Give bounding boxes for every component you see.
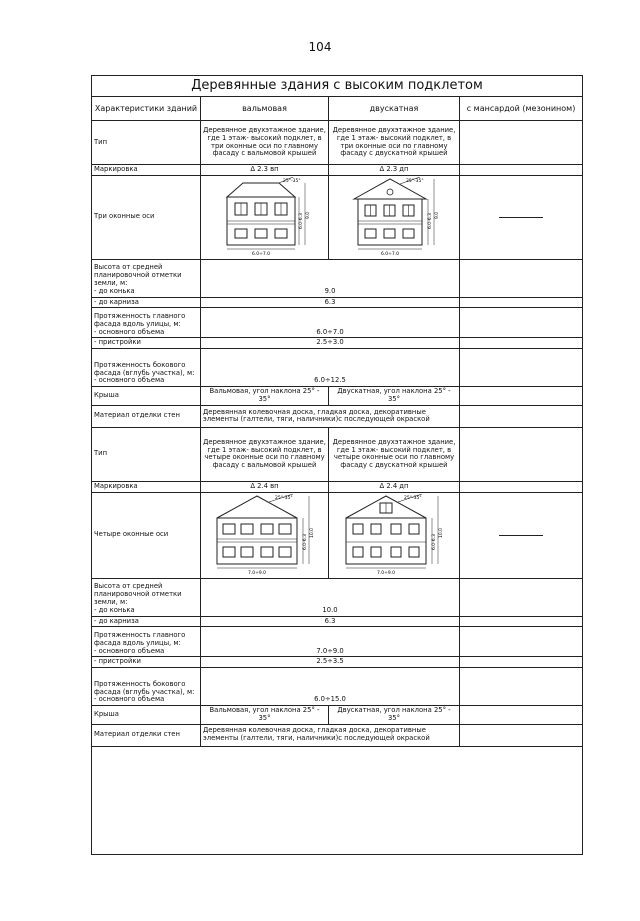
b2-type-mansard	[460, 427, 583, 481]
b1-type-mansard	[460, 121, 583, 165]
b1-roof-row	[92, 387, 583, 406]
b2-ext-mansard	[460, 657, 583, 668]
b2-hip-height-ridge: 10.0	[309, 527, 315, 538]
b2-ridge-mansard	[460, 578, 583, 616]
b1-eaves-mansard	[460, 297, 583, 308]
b2-marking-row	[92, 481, 583, 492]
b1-material-value: Деревянная колевочная доска, гладкая доска, декоративные элементы (галтели, тяги, наличники)с последующей окраской	[201, 405, 460, 427]
b1-material-label: Материал отделки стен	[92, 405, 201, 427]
b1-front-label-cell	[92, 308, 201, 338]
header-characteristics: Характеристики зданий	[92, 97, 201, 121]
b1-eaves-label: - до карниза	[92, 297, 201, 308]
b2-gable-house-drawing	[338, 494, 450, 574]
b1-gable-roof-angle: 25°-35°	[406, 178, 424, 184]
b1-hip-width: 6.0÷7.0	[251, 251, 270, 255]
b1-ext-label: - пристройки	[92, 338, 201, 349]
b1-axes-label: Три оконные оси	[92, 175, 201, 259]
b1-front-row	[92, 308, 583, 338]
b2-axes-row	[92, 492, 583, 578]
b2-material-label: Материал отделки стен	[92, 724, 201, 746]
b1-front-mansard	[460, 308, 583, 338]
b1-axes-row	[92, 175, 583, 259]
b2-height-label: Высота от средней планировочной отметки земли, м:	[94, 582, 182, 606]
b2-hip-width: 7.0÷9.0	[247, 570, 266, 574]
b2-roof-row	[92, 706, 583, 725]
b1-type-row	[92, 121, 583, 165]
b2-mansard-dash	[499, 535, 543, 536]
b1-hip-drawing-cell	[201, 175, 329, 259]
b2-marking-mansard	[460, 481, 583, 492]
b1-front-main-label: - основного объема	[94, 327, 165, 336]
b2-material-row	[92, 724, 583, 746]
b2-front-main-value: 7.0÷9.0	[201, 627, 460, 657]
b1-front-main-value: 6.0÷7.0	[201, 308, 460, 338]
b2-type-label: Тип	[92, 427, 201, 481]
b1-mansard-cell	[460, 175, 583, 259]
b2-ext-label: - пристройки	[92, 657, 201, 668]
b1-gable-width: 6.0÷7.0	[380, 251, 400, 255]
b2-type-gable: Деревянное двухэтажное здание, где 1 этаж- высокий подклет, в четыре оконные оси по главному фасаду с двускатной крышей	[329, 427, 460, 481]
b2-side-main-label: - основного объема	[94, 695, 165, 704]
b1-hip-roof-angle: 25°-35°	[282, 178, 301, 184]
b2-front-row	[92, 627, 583, 657]
b1-hip-height-eaves: 6.0-6.3	[298, 212, 304, 229]
b1-ridge-value: 9.0	[201, 259, 460, 297]
b1-roof-gable: Двускатная, угол наклона 25° - 35°	[329, 387, 460, 406]
b2-material-mansard	[460, 724, 583, 746]
header-row	[92, 97, 583, 121]
b1-side-main-value: 6.0÷12.5	[201, 349, 460, 387]
b1-side-label-cell	[92, 349, 201, 387]
header-gable: двускатная	[329, 97, 460, 121]
b2-roof-mansard	[460, 706, 583, 725]
b1-height-label-cell	[92, 259, 201, 297]
b1-roof-label: Крыша	[92, 387, 201, 406]
b1-eaves-row	[92, 297, 583, 308]
empty-bottom-row	[92, 746, 583, 854]
b1-marking-mansard	[460, 165, 583, 176]
b1-type-hip: Деревянное двухэтажное здание, где 1 этаж- высокий подклет, в три оконные оси по главному фасаду с вальмовой крышей	[201, 121, 329, 165]
b2-eaves-value: 6.3	[201, 616, 460, 627]
b2-gable-width: 7.0÷9.0	[376, 570, 396, 574]
b2-side-main-value: 6.0÷15.0	[201, 668, 460, 706]
b1-roof-mansard	[460, 387, 583, 406]
b2-marking-label: Маркировка	[92, 481, 201, 492]
header-hip: вальмовая	[201, 97, 329, 121]
b2-marking-gable: Δ 2.4 дп	[329, 481, 460, 492]
b2-front-mansard	[460, 627, 583, 657]
b2-front-label: Протяженность главного фасада вдоль улицы, м:	[94, 630, 186, 647]
b2-axes-label: Четыре оконные оси	[92, 492, 201, 578]
b2-marking-hip: Δ 2.4 вп	[201, 481, 329, 492]
b2-hip-height-eaves: 6.0-6.3	[302, 533, 308, 550]
b1-gable-height-eaves: 6.0-6.3	[428, 212, 433, 229]
b2-hip-drawing-cell	[201, 492, 329, 578]
b1-side-label: Протяженность бокового фасада (вглубь участка), м:	[94, 360, 195, 377]
b2-gable-drawing-cell	[329, 492, 460, 578]
b1-mansard-dash	[499, 217, 543, 218]
b2-eaves-label: - до карниза	[92, 616, 201, 627]
b2-roof-gable: Двускатная, угол наклона 25° - 35°	[329, 706, 460, 725]
b1-ridge-label: - до конька	[94, 286, 135, 295]
b1-type-label: Тип	[92, 121, 201, 165]
b2-ext-row	[92, 657, 583, 668]
b2-gable-height-eaves: 6.0-6.3	[432, 533, 437, 550]
b1-front-label: Протяженность главного фасада вдоль улицы, м:	[94, 312, 186, 328]
b1-hip-height-ridge: 9.0	[305, 211, 311, 219]
b2-ridge-label: - до конька	[94, 605, 135, 614]
b1-gable-height-ridge: 9.0	[435, 211, 440, 219]
b1-material-mansard	[460, 405, 583, 427]
b2-roof-hip: Вальмовая, угол наклона 25° - 35°	[201, 706, 329, 725]
b2-roof-label: Крыша	[92, 706, 201, 725]
b2-type-hip: Деревянное двухэтажное здание, где 1 этаж- высокий подклет, в четыре оконные оси по главному фасаду с вальмовой крышей	[201, 427, 329, 481]
b2-gable-height-ridge: 10.0	[439, 527, 444, 538]
b1-side-row	[92, 349, 583, 387]
b1-roof-hip: Вальмовая, угол наклона 25° - 35°	[201, 387, 329, 406]
b2-mansard-cell	[460, 492, 583, 578]
b1-marking-row	[92, 165, 583, 176]
b1-ridge-mansard	[460, 259, 583, 297]
b2-side-row	[92, 668, 583, 706]
b1-ext-row	[92, 338, 583, 349]
b2-eaves-row	[92, 616, 583, 627]
b2-ext-value: 2.5÷3.5	[201, 657, 460, 668]
table-title: Деревянные здания с высоким подклетом	[92, 76, 583, 97]
header-mansard: с мансардой (мезонином)	[460, 97, 583, 121]
b2-gable-roof-angle: 25°-35°	[404, 495, 422, 501]
b1-ridge-row	[92, 259, 583, 297]
b1-height-label: Высота от средней планировочной отметки земли, м:	[94, 263, 182, 287]
b2-hip-house-drawing	[209, 494, 321, 574]
b1-gable-drawing-cell	[329, 175, 460, 259]
b1-marking-gable: Δ 2.3 дп	[329, 165, 460, 176]
b1-type-gable: Деревянное двухэтажное здание, где 1 этаж- высокий подклет, в три оконные оси по главному фасаду с двускатной крышей	[329, 121, 460, 165]
b2-side-mansard	[460, 668, 583, 706]
buildings-table	[91, 75, 583, 855]
b1-eaves-value: 6.3	[201, 297, 460, 308]
b2-side-label: Протяженность бокового фасада (вглубь участка), м:	[94, 679, 195, 696]
b1-marking-hip: Δ 2.3 вп	[201, 165, 329, 176]
b2-hip-roof-angle: 25°-35°	[274, 495, 293, 501]
b2-ridge-value: 10.0	[201, 578, 460, 616]
b1-ext-value: 2.5÷3.0	[201, 338, 460, 349]
b1-material-row	[92, 405, 583, 427]
b2-type-row	[92, 427, 583, 481]
page-number: 104	[308, 40, 332, 54]
b1-marking-label: Маркировка	[92, 165, 201, 176]
b1-gable-house-drawing	[344, 177, 444, 255]
b2-front-label-cell	[92, 627, 201, 657]
b2-side-label-cell	[92, 668, 201, 706]
b2-eaves-mansard	[460, 616, 583, 627]
b1-side-main-label: - основного объема	[94, 376, 165, 385]
b1-hip-house-drawing	[215, 177, 315, 255]
b2-material-value: Деревянная колевочная доска, гладкая доска, декоративные элементы (галтели, тяги, наличники)с последующей окраской	[201, 724, 460, 746]
b2-height-label-cell	[92, 578, 201, 616]
b1-side-mansard	[460, 349, 583, 387]
b2-ridge-row	[92, 578, 583, 616]
b1-ext-mansard	[460, 338, 583, 349]
title-row	[92, 76, 583, 97]
empty-bottom-cell	[92, 746, 583, 854]
b2-front-main-label: - основного объема	[94, 646, 165, 655]
